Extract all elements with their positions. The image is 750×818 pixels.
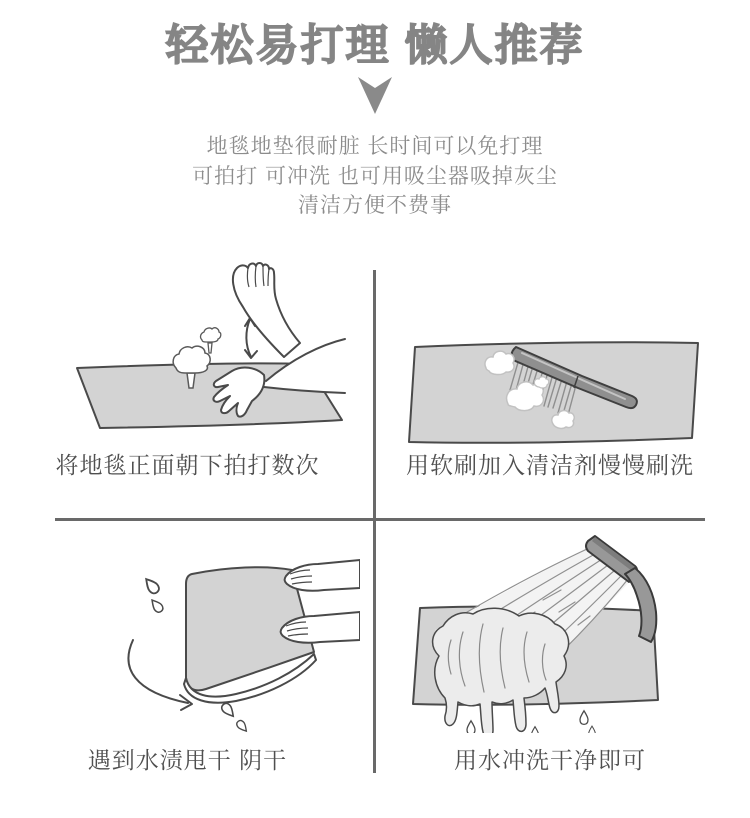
page-title: 轻松易打理 懒人推荐 (165, 22, 585, 70)
shake-dry-carpet-illustration (40, 540, 360, 735)
pat-carpet-illustration (40, 255, 360, 445)
intro-line: 清洁方便不费事 (298, 194, 452, 217)
step-caption-shake: 遇到水渍甩干 阴干 (87, 747, 288, 773)
intro-text (0, 132, 750, 221)
down-arrow-icon (357, 76, 393, 116)
vertical-divider (373, 270, 376, 773)
intro-line: 可拍打 可冲洗 也可用吸尘器吸掉灰尘 (192, 164, 558, 188)
step-caption-rinse: 用水冲洗干净即可 (454, 747, 646, 773)
rinse-carpet-illustration (385, 528, 705, 733)
step-caption-pat: 将地毯正面朝下拍打数次 (55, 452, 320, 478)
brush-carpet-illustration (385, 255, 705, 445)
horizontal-divider (55, 518, 705, 521)
step-caption-brush: 用软刷加入清洁剂慢慢刷洗 (406, 452, 694, 478)
intro-line: 地毯地垫很耐脏 长时间可以免打理 (206, 135, 544, 158)
